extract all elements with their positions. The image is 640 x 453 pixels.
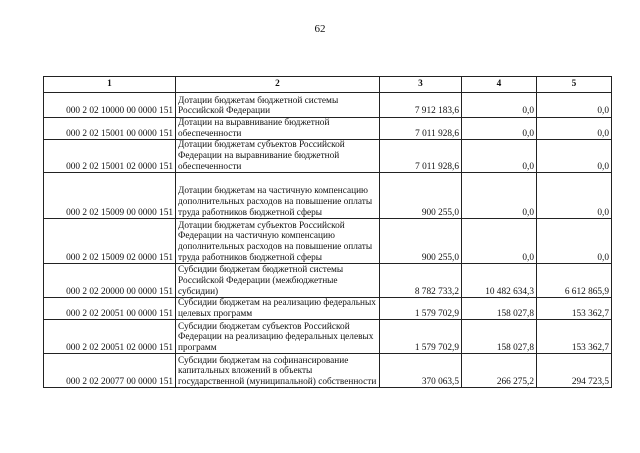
amount-col3-cell: 7 011 928,6 (380, 118, 462, 140)
amount-col5-cell: 0,0 (537, 219, 612, 264)
column-header-1: 1 (44, 77, 176, 93)
table-row (44, 298, 612, 320)
budget-item-name-cell: Дотации бюджетам субъектов Российской Федерации на выравнивание бюджетной обеспеченности (176, 140, 380, 173)
budget-code-cell: 000 2 02 20000 00 0000 151 (44, 264, 176, 298)
page-number: 62 (314, 23, 326, 35)
amount-col3-cell: 7 912 183,6 (380, 93, 462, 118)
amount-col5-cell: 6 612 865,9 (537, 264, 612, 298)
amount-col5-cell: 153 362,7 (537, 298, 612, 320)
amount-col3-cell: 1 579 702,9 (380, 298, 462, 320)
budget-item-name-cell: Дотации бюджетам на частичную компенсацию дополнительных расходов на повышение оплаты труда работников бюджетной сферы (176, 173, 380, 219)
amount-col5-cell: 0,0 (537, 118, 612, 140)
amount-col5-cell: 0,0 (537, 173, 612, 219)
table-row (44, 118, 612, 140)
column-header-4: 4 (462, 77, 537, 93)
amount-col4-cell: 266 275,2 (462, 354, 537, 388)
amount-col3-cell: 370 063,5 (380, 354, 462, 388)
budget-code-cell: 000 2 02 15001 00 0000 151 (44, 118, 176, 140)
budget-item-name-cell: Субсидии бюджетам бюджетной системы Российской Федерации (межбюджетные субсидии) (176, 264, 380, 298)
column-header-5: 5 (537, 77, 612, 93)
amount-col5-cell: 153 362,7 (537, 320, 612, 354)
amount-col4-cell: 0,0 (462, 140, 537, 173)
budget-code-cell: 000 2 02 20051 00 0000 151 (44, 298, 176, 320)
budget-item-name-cell: Субсидии бюджетам на софинансирование капитальных вложений в объекты государственной (муниципальной) собственности (176, 354, 380, 388)
budget-table (43, 76, 612, 388)
budget-code-cell: 000 2 02 15009 02 0000 151 (44, 219, 176, 264)
amount-col4-cell: 0,0 (462, 93, 537, 118)
table-row (44, 354, 612, 388)
amount-col5-cell: 0,0 (537, 140, 612, 173)
amount-col5-cell: 0,0 (537, 93, 612, 118)
amount-col4-cell: 10 482 634,3 (462, 264, 537, 298)
amount-col3-cell: 8 782 733,2 (380, 264, 462, 298)
budget-code-cell: 000 2 02 20051 02 0000 151 (44, 320, 176, 354)
table-row (44, 320, 612, 354)
amount-col3-cell: 900 255,0 (380, 219, 462, 264)
column-header-3: 3 (380, 77, 462, 93)
table-row (44, 140, 612, 173)
amount-col3-cell: 1 579 702,9 (380, 320, 462, 354)
budget-code-cell: 000 2 02 10000 00 0000 151 (44, 93, 176, 118)
table-row (44, 93, 612, 118)
budget-item-name-cell: Субсидии бюджетам субъектов Российской Федерации на реализацию федеральных целевых программ (176, 320, 380, 354)
budget-item-name-cell: Дотации на выравнивание бюджетной обеспеченности (176, 118, 380, 140)
amount-col4-cell: 158 027,8 (462, 298, 537, 320)
table-row (44, 219, 612, 264)
table-row (44, 264, 612, 298)
amount-col4-cell: 0,0 (462, 173, 537, 219)
table-row (44, 173, 612, 219)
budget-item-name-cell: Дотации бюджетам бюджетной системы Российской Федерации (176, 93, 380, 118)
budget-item-name-cell: Субсидии бюджетам на реализацию федеральных целевых программ (176, 298, 380, 320)
column-header-2: 2 (176, 77, 380, 93)
amount-col5-cell: 294 723,5 (537, 354, 612, 388)
amount-col4-cell: 158 027,8 (462, 320, 537, 354)
amount-col4-cell: 0,0 (462, 118, 537, 140)
amount-col3-cell: 7 011 928,6 (380, 140, 462, 173)
table-body (44, 93, 612, 388)
budget-item-name-cell: Дотации бюджетам субъектов Российской Федерации на частичную компенсацию дополнительных расходов на повышение оплаты труда работников бюджетной сферы (176, 219, 380, 264)
amount-col3-cell: 900 255,0 (380, 173, 462, 219)
amount-col4-cell: 0,0 (462, 219, 537, 264)
table-header-row (44, 77, 612, 93)
budget-code-cell: 000 2 02 15009 00 0000 151 (44, 173, 176, 219)
budget-code-cell: 000 2 02 20077 00 0000 151 (44, 354, 176, 388)
budget-code-cell: 000 2 02 15001 02 0000 151 (44, 140, 176, 173)
